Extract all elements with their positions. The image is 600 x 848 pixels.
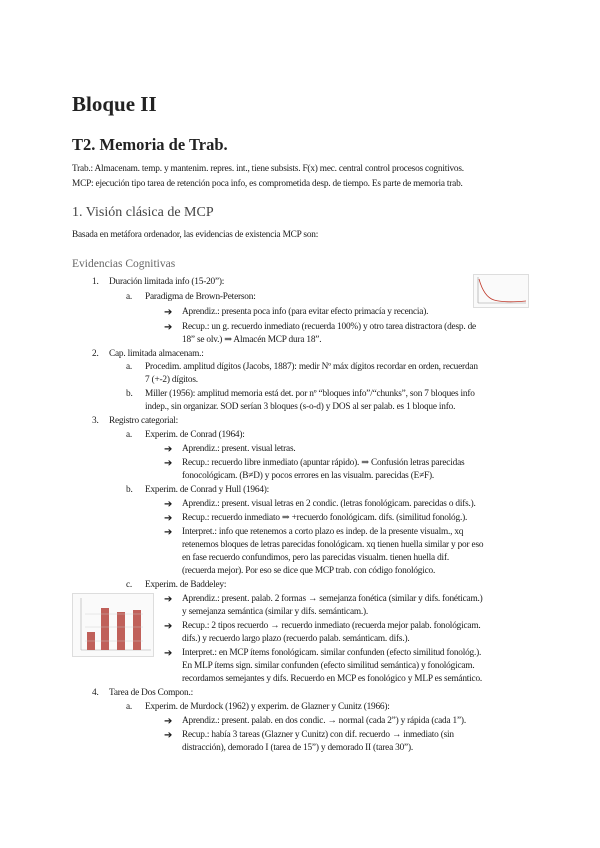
- list-subitem-label: Experim. de Conrad y Hull (1964):: [145, 485, 270, 495]
- section-lead: Basada en metáfora ordenador, las evidencias de existencia MCP son:: [72, 230, 319, 240]
- bullet-text: Recup.: un g. recuerdo inmediato (recuerda 100%) y otro tarea distractora (desp. de: [182, 322, 476, 332]
- bullet-text: Interpret.: info que retenemos a corto plazo es indep. de la presente visualm., xq: [182, 527, 464, 537]
- topic-title: T2. Memoria de Trab.: [72, 135, 228, 154]
- bullet-text: en fase recuerdo confundimos, pero las parecidas visualm. tienen huella dif.: [182, 553, 449, 563]
- block-title: Bloque II: [72, 92, 157, 116]
- arrow-icon: ➔: [164, 444, 173, 455]
- bullet-text: Aprendiz.: present. visual letras.: [182, 444, 296, 454]
- list-letter: a.: [126, 702, 133, 712]
- subheading: Evidencias Cognitivas: [72, 258, 176, 270]
- arrow-icon: ➔: [164, 716, 173, 727]
- list-item-label: Cap. limitada almacenam.:: [109, 349, 204, 359]
- bullet-text: (recuerda mejor). Por eso se dice que MCP trab. con código fonológico.: [182, 566, 436, 576]
- arrow-icon: ➔: [164, 594, 173, 605]
- intro-line: Trab.: Almacenam. temp. y mantenim. repres. int., tiene subsists. F(x) mec. central control procesos cognitivos.: [72, 164, 464, 174]
- list-subitem-label: Experim. de Baddeley:: [145, 580, 227, 590]
- decay-curve-icon: [474, 275, 528, 307]
- list-letter: c.: [126, 580, 133, 590]
- arrow-icon: ➔: [164, 730, 173, 741]
- bullet-text: recordamos semejantes y difs. Recuerdo en MCP es fonológico y MLP es semántico.: [182, 674, 483, 684]
- decay-curve-figure: [473, 274, 529, 308]
- list-subitem-label: Experim. de Murdock (1962) y experim. de Glazner y Cunitz (1966):: [145, 702, 390, 712]
- bullet-text: 18” se olv.) ⇒ Almacén MCP dura 18”.: [182, 335, 322, 345]
- list-subitem-text: indep., sin organizar. SOD serían 3 bloques (s-o-d) y DOS al ser palab. es 1 bloque info.: [145, 402, 456, 412]
- bar-chart-icon: [73, 594, 153, 656]
- bullet-text: Recup.: recuerdo inmediato ⇒ +recuerdo fonológicam. difs. (similitud fonológ.).: [182, 513, 468, 523]
- arrow-icon: ➔: [164, 513, 173, 524]
- list-subitem-text: Procedim. amplitud dígitos (Jacobs, 1887): medir Nº máx dígitos recordar en orden, recuerdan: [145, 362, 478, 372]
- bullet-text: distracción), demorado I (tarea de 15”) y demorado II (tarea 30”).: [182, 743, 413, 753]
- arrow-icon: ➔: [164, 499, 173, 510]
- bullet-text: Aprendiz.: presenta poca info (para evitar efecto primacía y recencia).: [182, 307, 429, 317]
- section-heading: 1. Visión clásica de MCP: [72, 205, 214, 220]
- arrow-icon: ➔: [164, 621, 173, 632]
- list-letter: a.: [126, 430, 133, 440]
- bullet-text: Aprendiz.: present. palab. en dos condic. → normal (cada 2”) y rápida (cada 1”).: [182, 716, 466, 726]
- bullet-text: Aprendiz.: present. visual letras en 2 condic. (letras fonológicam. parecidas o difs.).: [182, 499, 476, 509]
- arrow-icon: ➔: [164, 322, 173, 333]
- list-item-label: Tarea de Dos Compon.:: [109, 688, 193, 698]
- list-subitem-text: Miller (1956): amplitud memoria está det. por nº “bloques info”/“chunks”, son 7 bloques info: [145, 389, 475, 399]
- list-subitem-text: 7 (+-2) dígitos.: [145, 375, 198, 385]
- intro-line: MCP: ejecución tipo tarea de retención poca info, es comprometida desp. de tiempo. Es parte de memoria trab.: [72, 179, 463, 189]
- bullet-text: En MLP ítems sign. similar confunden (efecto similitud semántica) y fonológicam.: [182, 661, 475, 671]
- bullet-text: Interpret.: en MCP ítems fonológicam. similar confunden (efecto similitud fonológ.).: [182, 648, 482, 658]
- list-item-label: Duración limitada info (15-20”):: [109, 277, 225, 287]
- list-letter: a.: [126, 292, 133, 302]
- arrow-icon: ➔: [164, 458, 173, 469]
- list-letter: b.: [126, 389, 133, 399]
- bullet-text: Recup.: había 3 tareas (Glazner y Cunitz) con dif. recuerdo → inmediato (sin: [182, 730, 454, 740]
- list-number: 1.: [92, 277, 99, 287]
- intro-paragraph: [72, 162, 532, 192]
- list-subitem-label: Paradigma de Brown-Peterson:: [145, 292, 256, 302]
- list-letter: b.: [126, 485, 133, 495]
- list-number: 4.: [92, 688, 99, 698]
- arrow-icon: ➔: [164, 648, 173, 659]
- bullet-text: Recup.: recuerdo libre inmediato (apuntar rápido). ⇒ Confusión letras parecidas: [182, 458, 465, 468]
- arrow-icon: ➔: [164, 307, 173, 318]
- arrow-icon: ➔: [164, 527, 173, 538]
- list-item-label: Registro categorial:: [109, 416, 179, 426]
- bullet-text: y semejanza semántica (similar y difs. semánticam.).: [182, 607, 369, 617]
- list-number: 3.: [92, 416, 99, 426]
- bullet-text: Aprendiz.: present. palab. 2 formas → semejanza fonética (similar y difs. fonéticam.): [182, 594, 483, 604]
- bar-chart-figure: [72, 593, 154, 657]
- list-letter: a.: [126, 362, 133, 372]
- list-subitem-label: Experim. de Conrad (1964):: [145, 430, 245, 440]
- bullet-text: retenemos bloques de letras parecidas fonológicam. xq tienen huella similar y por eso: [182, 540, 484, 550]
- bullet-text: fonocológicam. (B≠D) y pocos errores en las visualm. parecidas (E≠F).: [182, 471, 434, 481]
- bullet-text: Recup.: 2 tipos recuerdo → recuerdo inmediato (recuerda mejor palab. fonológicam.: [182, 621, 481, 631]
- bullet-text: difs.) y recuerdo largo plazo (recuerdo palab. semánticam. difs.).: [182, 634, 410, 644]
- list-number: 2.: [92, 349, 99, 359]
